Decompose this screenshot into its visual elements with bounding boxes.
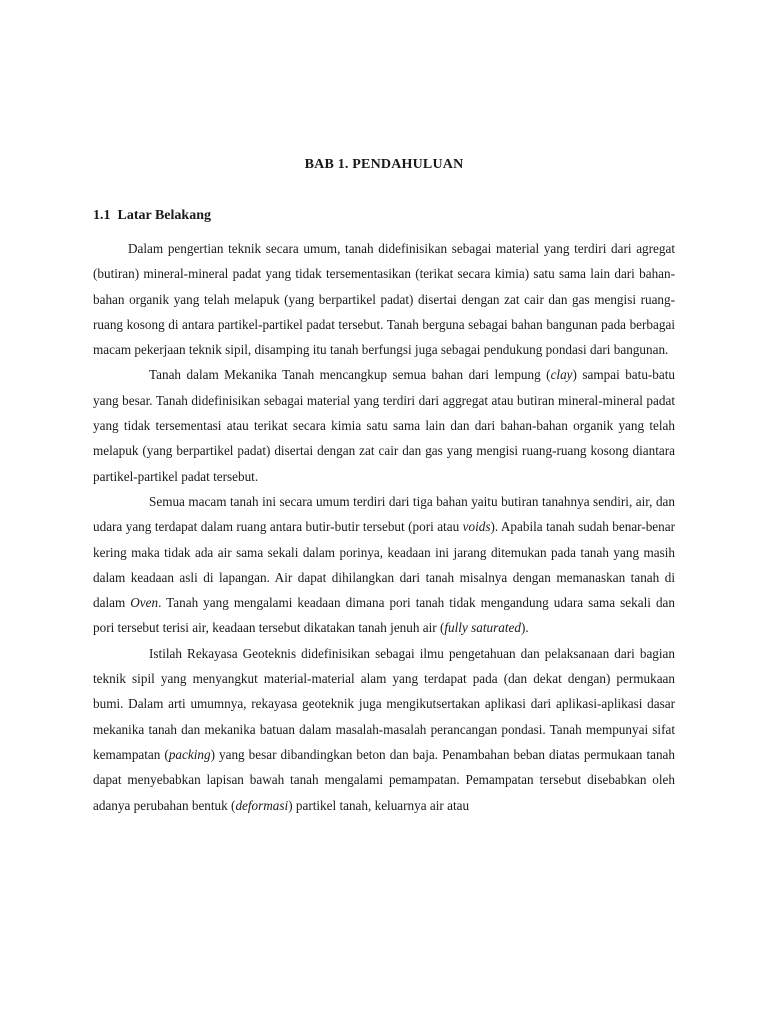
body-text bbox=[93, 236, 675, 818]
paragraph-3 bbox=[93, 489, 675, 641]
paragraph-text: Istilah Rekayasa Geoteknis didefinisikan sebagai ilmu pengetahuan dan pelaksanaan dari bagian teknik sipil yang menyangkut material-material alam yang terdapat pada (dan dekat dengan) permukaan bumi. Dalam arti umumnya, rekayasa geoteknik juga mengikutsertakan aplikasi dari aplikasi-aplikasi dasar mekanika tanah dan mekanika batuan dalam masalah-masalah perancangan pondasi. Tanah mempunyai sifat kemampatan ( bbox=[93, 645, 675, 762]
paragraph-text: . Tanah yang mengalami keadaan dimana pori tanah tidak mengandung udara sama sekali dan pori tersebut terisi air, keadaan tersebut dikatakan tanah jenuh air ( bbox=[93, 595, 675, 636]
paragraph-text: ) partikel tanah, keluarnya air atau bbox=[288, 797, 470, 813]
italic-term: packing bbox=[168, 746, 211, 762]
italic-term: clay bbox=[550, 367, 573, 383]
chapter-title: BAB 1. PENDAHULUAN bbox=[304, 157, 464, 172]
paragraph-text: ) sampai batu-batu yang besar. Tanah didefinisikan sebagai material yang terdiri dari aggregat atau butiran mineral-mineral padat yang tidak tersementasi atau terikat secara kimia satu sama lain dan dari bahan-bahan organik yang telah melapuk (yang berpartikel padat) disertai dengan zat cair dan gas yang mengisi ruang-ruang kosong diantara partikel-partikel padat tersebut. bbox=[93, 367, 676, 484]
paragraph-text: Semua macam tanah ini secara umum terdiri dari tiga bahan yaitu butiran tanahnya sendiri, air, dan udara yang terdapat dalam ruang antara butir-butir tersebut (pori atau bbox=[93, 493, 675, 535]
paragraph-text: Tanah dalam Mekanika Tanah mencangkup semua bahan dari lempung ( bbox=[149, 367, 551, 383]
paragraph-2 bbox=[93, 362, 675, 488]
paragraph-text: ). bbox=[520, 620, 529, 636]
paragraph-1 bbox=[93, 236, 675, 362]
italic-term: deformasi bbox=[235, 797, 289, 813]
paragraph-text: ) yang besar dibandingkan beton dan baja. Penambahan beban diatas permukaan tanah dapat menyebabkan lapisan bawah tanah mengalami pemampatan. Pemampatan tersebut disebabkan oleh adanya perubahan bentuk ( bbox=[93, 746, 675, 813]
italic-term: Oven bbox=[130, 595, 159, 611]
section-heading: 1.1 Latar Belakang bbox=[93, 208, 211, 223]
italic-term: fully saturated bbox=[444, 620, 521, 636]
italic-term: voids bbox=[462, 519, 491, 535]
paragraph-text: ). Apabila tanah sudah benar-benar kering maka tidak ada air sama sekali dalam porinya, keadaan ini jarang ditemukan pada tanah yang masih dalam keadaan asli di lapangan. Air dapat dihilangkan dari tanah misalnya dengan memanaskan tanah di dalam bbox=[93, 519, 675, 611]
paragraph-text: Dalam pengertian teknik secara umum, tanah didefinisikan sebagai material yang terdiri dari agregat (butiran) mineral-mineral padat yang tidak tersementasikan (terikat secara kimia) satu sama lain dari bahan-bahan organik yang telah melapuk (yang berpartikel padat) disertai dengan zat cair dan gas mengisi ruang-ruang kosong di antara partikel-partikel padat tersebut. Tanah berguna sebagai bahan bangunan pada berbagai macam pekerjaan teknik sipil, disamping itu tanah berfungsi juga sebagai pendukung pondasi dari bangunan. bbox=[93, 241, 675, 358]
paragraph-4 bbox=[93, 641, 675, 818]
